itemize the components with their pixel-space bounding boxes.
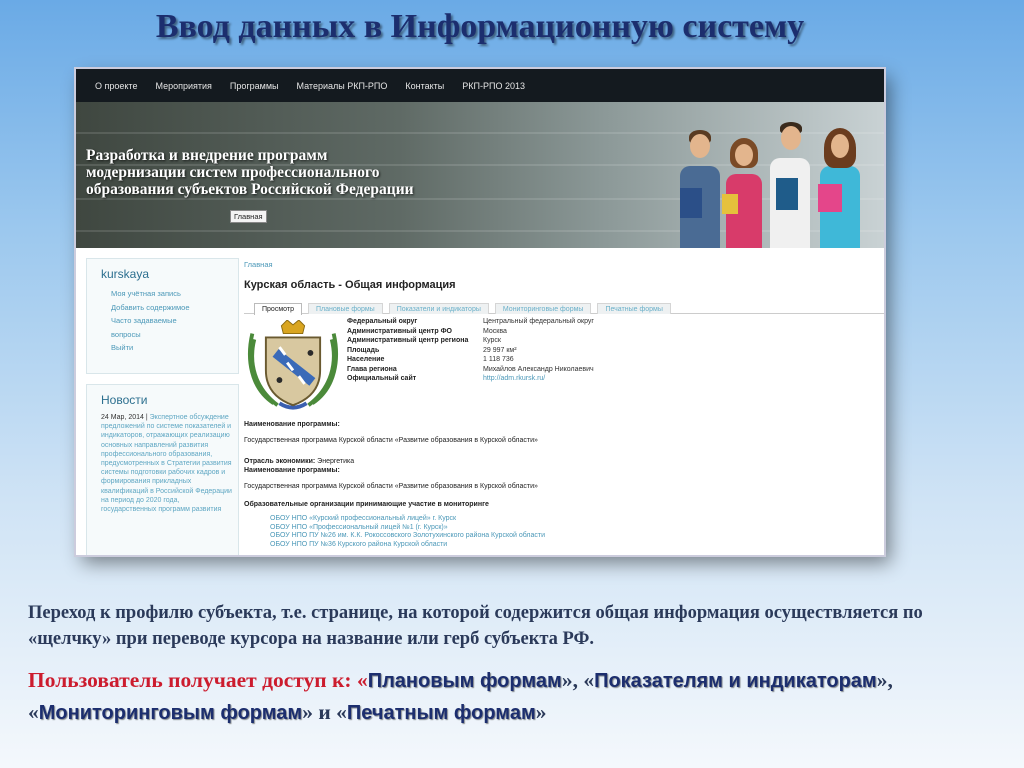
menu-logout[interactable]: Выйти <box>111 343 134 352</box>
field-label: Административный центр региона <box>347 337 469 344</box>
top-nav <box>76 69 884 102</box>
news-box <box>86 384 239 555</box>
page-content <box>76 248 884 555</box>
tab-monitoring-forms[interactable]: Мониторинговые формы <box>495 303 592 314</box>
caption-description: Переход к профилю субъекта, т.е. странице, на которой содержится общая информация осуществляется по «щелчку» при переводе курсора на название или герб субъекта РФ. <box>28 603 923 649</box>
tab-view[interactable]: Просмотр <box>254 303 302 315</box>
user-name[interactable]: kurskaya <box>101 267 150 281</box>
main-content <box>239 248 884 555</box>
orgs-list <box>244 515 884 549</box>
field-row <box>347 327 594 337</box>
home-tooltip: Главная <box>230 210 267 223</box>
program-label-2: Наименование программы: <box>244 467 340 474</box>
economy-value: Энергетика <box>317 458 355 465</box>
nav-item-programs[interactable]: Программы <box>229 80 279 91</box>
field-row <box>347 317 594 327</box>
nav-item-materials[interactable]: Материалы РКП-РПО <box>296 80 388 91</box>
menu-my-account[interactable]: Моя учётная запись <box>111 289 181 298</box>
org-link[interactable]: ОБОУ НПО «Профессиональный лицей №1 (г. Курск)» <box>270 523 448 531</box>
caption-suffix: » <box>535 700 547 724</box>
students-photo <box>666 114 878 248</box>
orgs-label: Образовательные организации принимающие участие в мониторинге <box>244 501 489 508</box>
field-row <box>347 346 594 356</box>
slide-title: Ввод данных в Информационную систему <box>155 8 805 45</box>
caption-print-forms: Печатным формам <box>346 702 536 724</box>
news-item[interactable] <box>101 413 232 553</box>
nav-item-about[interactable]: О проекте <box>95 80 138 91</box>
field-value: Михайлов Александр Николаевич <box>483 365 594 373</box>
field-label: Федеральный округ <box>347 318 418 325</box>
website-screenshot <box>76 69 884 555</box>
field-row <box>347 355 594 365</box>
field-label: Глава региона <box>347 365 397 373</box>
org-link[interactable]: ОБОУ НПО ПУ №26 им. К.К. Рокоссовского Золотухинского района Курской области <box>270 532 546 539</box>
caption-plan-forms: Плановым формам <box>367 670 562 692</box>
menu-faq-cont[interactable]: вопросы <box>111 329 141 339</box>
economy-label: Отрасль экономики: <box>244 458 316 465</box>
field-row <box>347 336 594 346</box>
program-value-2: Государственная программа Курской области «Развитие образования в Курской области» <box>244 483 538 490</box>
banner-line-1: Разработка и внедрение программ <box>86 147 328 164</box>
nav-item-contacts[interactable]: Контакты <box>405 80 445 91</box>
caption-sep-2: », « <box>28 668 893 724</box>
coat-of-arms-icon[interactable] <box>244 320 342 412</box>
tab-plan-forms[interactable]: Плановые формы <box>308 303 383 314</box>
region-info <box>244 314 884 414</box>
nav-item-rkp-2013[interactable]: РКП-РПО 2013 <box>462 80 525 91</box>
caption-access <box>28 665 988 729</box>
field-value: 29 997 км² <box>483 346 517 354</box>
header-banner <box>76 102 884 248</box>
field-label: Население <box>347 356 385 363</box>
news-text[interactable]: Экспертное обсуждение предложений по системе показателей и индикаторов, отражающих реализацию основных направлений развития профессионального образования, предусмотренных в Стратегии развития системы подготовки рабочих кадров и формирования прикладных квалификаций в Российской Федерации на период до 2020 года, государственных программ развития <box>101 414 232 514</box>
news-date: 24 Мар, 2014 | <box>101 414 148 421</box>
tab-indicators[interactable]: Показатели и индикаторы <box>389 303 489 314</box>
region-fields <box>347 317 594 384</box>
menu-add-content[interactable]: Добавить содержимое <box>111 302 190 312</box>
caption-sep-1: », « <box>561 668 595 692</box>
program-label: Наименование программы: <box>244 421 340 428</box>
field-label: Официальный сайт <box>347 375 417 382</box>
field-row <box>347 374 594 384</box>
field-label: Административный центр ФО <box>347 327 452 335</box>
field-label: Площадь <box>347 346 380 354</box>
banner-line-2: модернизации систем профессионального <box>86 164 380 181</box>
field-value: Москва <box>483 327 507 335</box>
field-value: Центральный федеральный округ <box>483 318 594 325</box>
official-site-link[interactable]: http://adm.rkursk.ru/ <box>483 375 546 382</box>
field-row <box>347 365 594 375</box>
breadcrumb[interactable]: Главная <box>244 260 273 269</box>
tabs <box>244 303 884 314</box>
org-link[interactable]: ОБОУ НПО ПУ №36 Курского района Курской области <box>270 540 448 548</box>
sidebar <box>76 248 239 555</box>
field-value: 1 118 736 <box>483 356 514 363</box>
banner-title[interactable] <box>86 147 486 198</box>
banner-line-3: образования субъектов Российской Федерации <box>86 181 414 198</box>
caption-prefix: Пользователь получает доступ к: « <box>28 668 368 692</box>
caption-sep-3: » и « <box>302 700 347 724</box>
user-menu-box <box>86 258 239 374</box>
field-value: Курск <box>483 337 501 344</box>
news-title: Новости <box>101 393 148 407</box>
tab-print-forms[interactable]: Печатные формы <box>597 303 670 314</box>
org-link[interactable]: ОБОУ НПО «Курский профессиональный лицей» г. Курск <box>270 515 457 522</box>
menu-faq[interactable]: Часто задаваемые <box>111 316 177 325</box>
caption-indicators: Показателям и индикаторам <box>594 670 877 692</box>
program-value: Государственная программа Курской области «Развитие образования в Курской области» <box>244 437 538 444</box>
page-title: Курская область - Общая информация <box>244 279 456 291</box>
caption-monitoring-forms: Мониторинговым формам <box>38 702 303 724</box>
nav-item-events[interactable]: Мероприятия <box>155 80 212 91</box>
